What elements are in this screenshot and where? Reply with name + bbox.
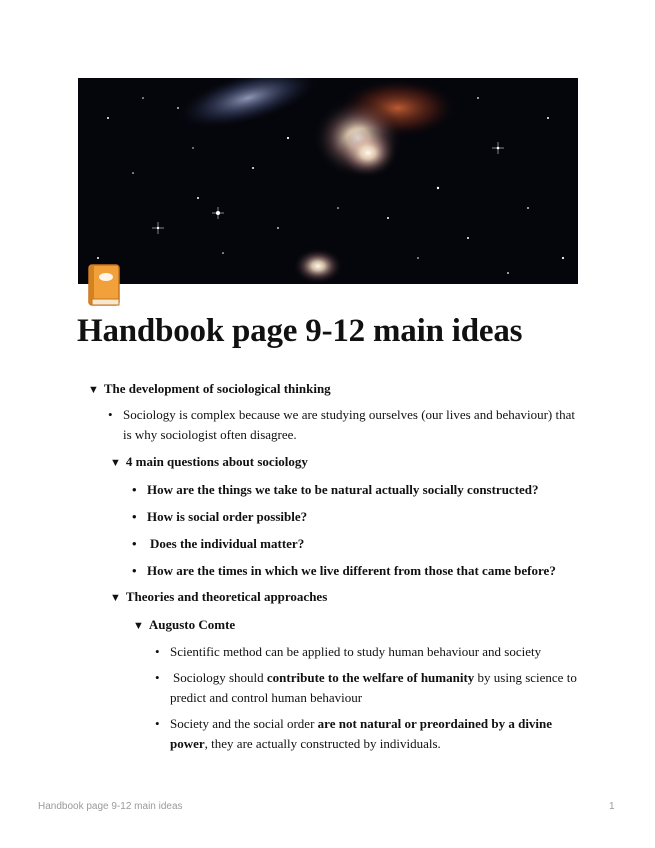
- toggle-questions-label: 4 main questions about sociology: [125, 454, 308, 469]
- footer-page-number: 1: [609, 801, 615, 812]
- question-2: How is social order possible?: [147, 509, 308, 524]
- toggle-questions[interactable]: [110, 454, 308, 470]
- list-item-question-3: [132, 534, 577, 554]
- triangle-down-icon[interactable]: ▼: [110, 592, 121, 604]
- bullet-icon: •: [132, 509, 137, 524]
- bullet-icon: •: [155, 670, 160, 685]
- list-item-question-2: [132, 507, 577, 527]
- comte-item-2-post: by using science to predict and control human behaviour: [170, 670, 577, 705]
- intro-text: Sociology is complex because we are studying ourselves (our lives and behaviour) that is why sociologist often disagree.: [123, 407, 575, 442]
- list-item-comte-2: [155, 668, 578, 708]
- bullet-icon: •: [155, 644, 160, 659]
- galaxy-image: [78, 78, 578, 284]
- comte-item-3-bold: are not natural or preordained by a divine power: [170, 716, 553, 751]
- question-4: How are the times in which we live different from those that came before?: [147, 563, 556, 578]
- list-item-question-4: [132, 561, 577, 581]
- toggle-comte[interactable]: [133, 617, 235, 633]
- comte-item-2-pre: Sociology should: [173, 670, 267, 685]
- bullet-icon: •: [132, 536, 137, 551]
- comte-item-3-pre: Society and the social order: [170, 716, 318, 731]
- bullet-icon: •: [155, 716, 160, 731]
- toggle-development[interactable]: [88, 381, 331, 397]
- list-item-question-1: [132, 480, 577, 500]
- triangle-down-icon[interactable]: ▼: [133, 620, 144, 632]
- toggle-comte-label: Augusto Comte: [148, 617, 236, 632]
- bullet-icon: •: [132, 482, 137, 497]
- comte-item-1: Scientific method can be applied to study human behaviour and society: [170, 644, 542, 659]
- list-item-intro: [108, 405, 578, 445]
- bullet-icon: •: [108, 407, 113, 422]
- bullet-icon: •: [132, 563, 137, 578]
- triangle-down-icon[interactable]: ▼: [110, 457, 121, 469]
- comte-item-2-bold: contribute to the welfare of humanity: [266, 670, 475, 685]
- toggle-theories-label: Theories and theoretical approaches: [125, 589, 328, 604]
- book-icon: [86, 263, 122, 308]
- list-item-comte-1: [155, 642, 578, 662]
- page-title: Handbook page 9-12 main ideas: [77, 313, 523, 349]
- footer-title: Handbook page 9-12 main ideas: [38, 801, 183, 812]
- triangle-down-icon[interactable]: ▼: [88, 384, 99, 396]
- comte-item-3-post: , they are actually constructed by individuals.: [204, 736, 441, 751]
- cover-image: [78, 78, 578, 284]
- list-item-comte-3: [155, 714, 570, 754]
- toggle-development-label: The development of sociological thinking: [103, 381, 331, 396]
- question-1: How are the things we take to be natural actually socially constructed?: [147, 482, 539, 497]
- question-3: Does the individual matter?: [150, 536, 305, 551]
- toggle-theories[interactable]: [110, 589, 327, 605]
